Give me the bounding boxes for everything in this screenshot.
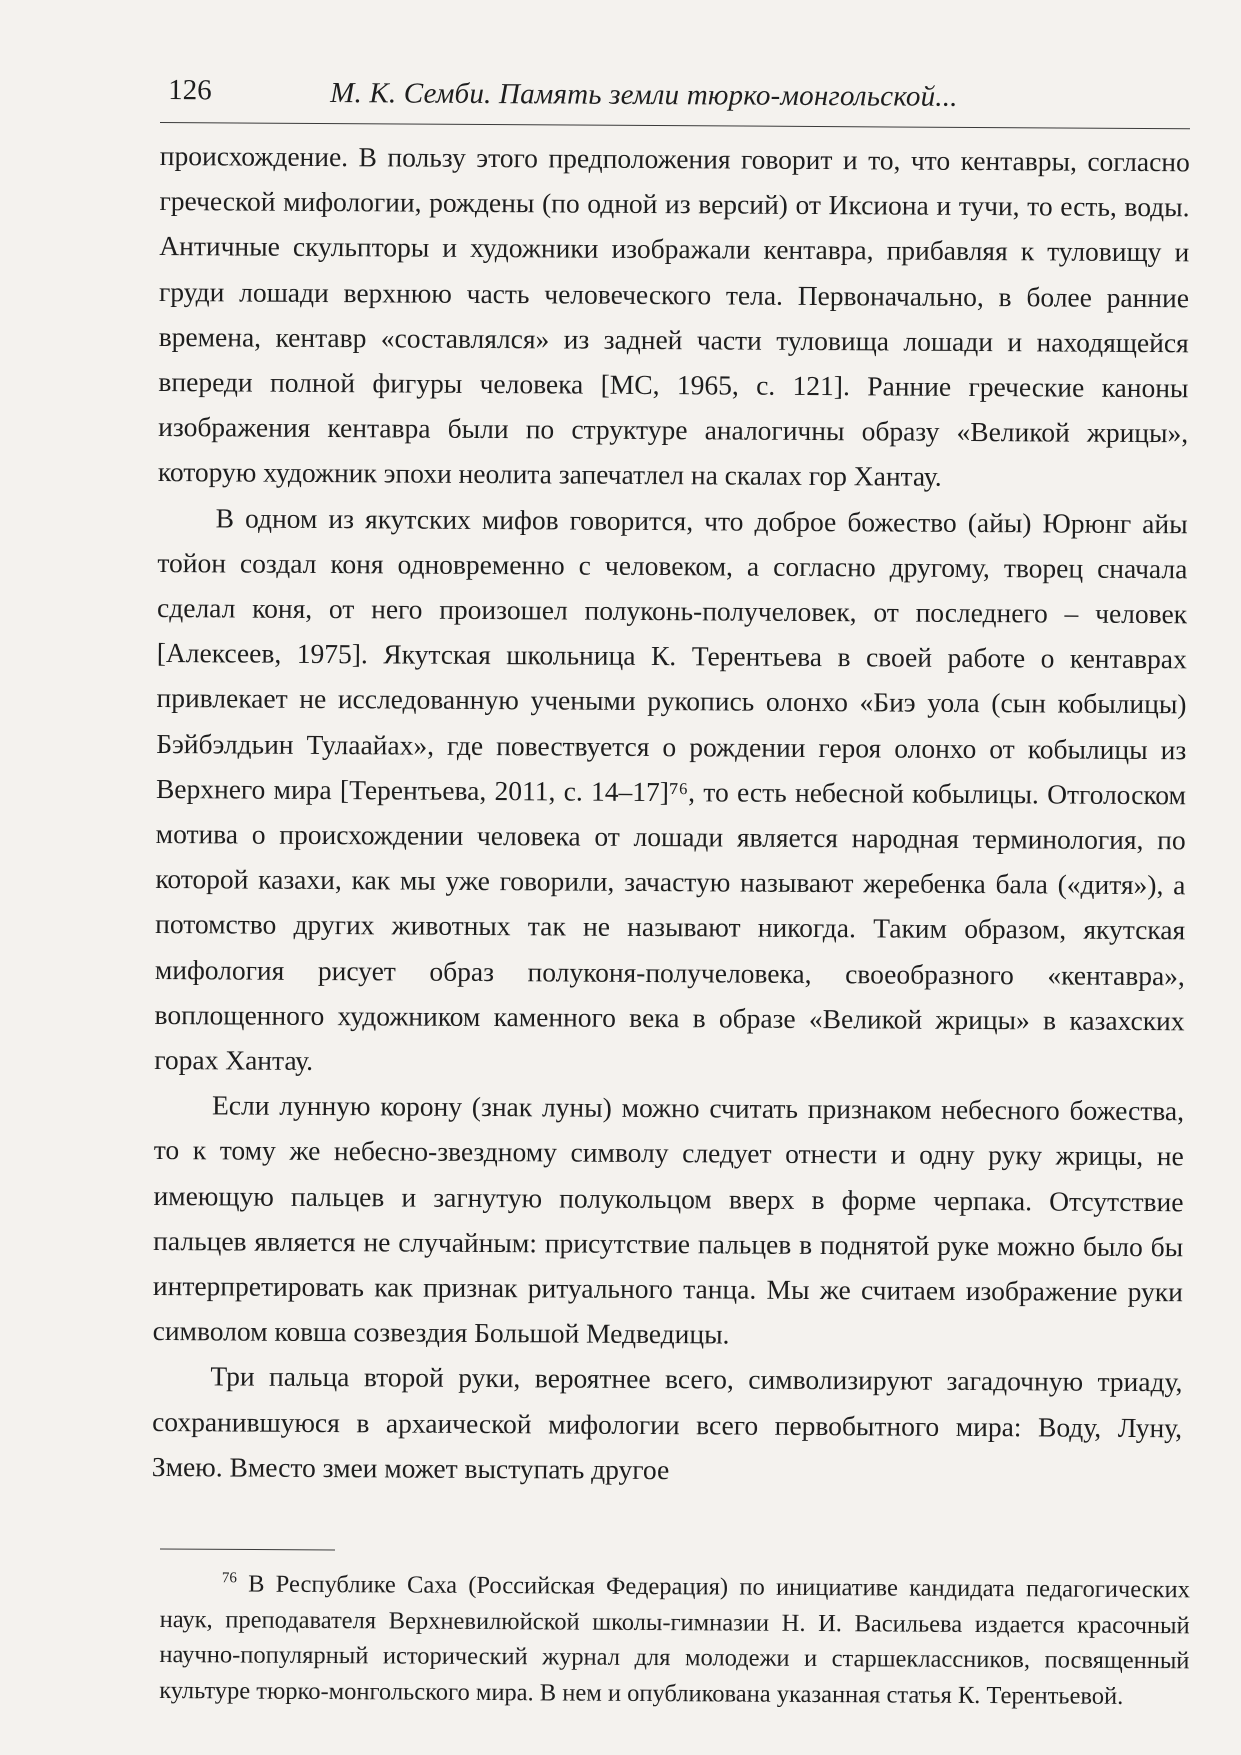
running-head: М. К. Семби. Память земли тюрко-монгольской... [330,77,958,113]
paragraph: происхождение. В пользу этого предположения говорит и то, что кентавры, согласно греческой мифологии, рождены (по одной из версий) от Иксиона и тучи, то есть, воды. Античные скульпторы и художники изображали кентавра, прибавляя к туловищу и груди лошади верхнюю часть человеческого тела. Первоначально, в более ранние времена, кентавр «составлялся» из задней части туловища лошади и находящейся впереди полной фигуры человека [МС, 1965, с. 121]. Ранние греческие каноны изображения кентавра были по структуре аналогичны образу «Великой жрицы», которую художник эпохи неолита запечатлел на скалах гор Хантау. [157,139,1190,493]
page-header [160,70,1190,129]
body-text [152,133,1190,1495]
footnote-divider [160,1549,335,1551]
paragraph: В одном из якутских мифов говорится, что доброе божество (айы) Юрюнг айы тойон создал коня одновременно с человеком, а согласно другому, творец сначала сделал коня, от него произошел полуконь-получеловек, от последнего – человек [Алексеев, 1975]. Якутская школьница К. Терентьева в своей работе о кентаврах привлекает не исследованную учеными рукопись олонхо «Биэ уола (сын кобылицы) Бэйбэлдьин Тулаайах», где повествуется о рождении героя олонхо от кобылицы из Верхнего мира [Терентьева, 2011, с. 14–17]⁷⁶, то есть небесной кобылицы. Отголоском мотива о происхождении человека от лошади является народная терминология, по которой казахи, как мы уже говорили, зачастую называют жеребенка бала («дитя»), а потомство других животных так не называют никогда. Таким образом, якутская мифология рисует образ полуконя-получеловека, своеобразного «кентавра», воплощенного художником каменного века в образе «Великой жрицы» в казахских горах Хантау. [154,501,1188,1077]
footnote [159,1566,1190,1714]
paragraph: Если лунную корону (знак луны) можно считать признаком небесного божества, то к тому же небесно-звездному символу следует отнести и одну руку жрицы, не имеющую пальцев и загнутую полукольцом вверх в форме черпака. Отсутствие пальцев является не случайным: присутствие пальцев в поднятой руке можно было бы интерпретировать как признак ритуального танца. Мы же считаем изображение руки символом ковша созвездия Большой Медведицы. [152,1089,1185,1350]
footnote-mark: 76 [221,1570,237,1587]
page-number: 126 [168,74,212,107]
book-page [151,70,1190,1710]
paragraph: Три пальца второй руки, вероятнее всего, символизируют загадочную триаду, сохранившуюся в архаической мифологии всего первобытного мира: Воду, Луну, Змею. Вместо змеи может выступать другое [151,1360,1183,1486]
footnote-text: В Республике Саха (Российская Федерация) по инициативе кандидата педагогических наук, преподавателя Верхневилюйской школы-гимназии Н. И. Васильева издается красочный научно-популярный исторический журнал для молодежи и старшеклассников, посвященный культуре тюрко-монгольского мира. В нем и опубликована указанная статья К. Терентьевой. [159,1570,1190,1710]
